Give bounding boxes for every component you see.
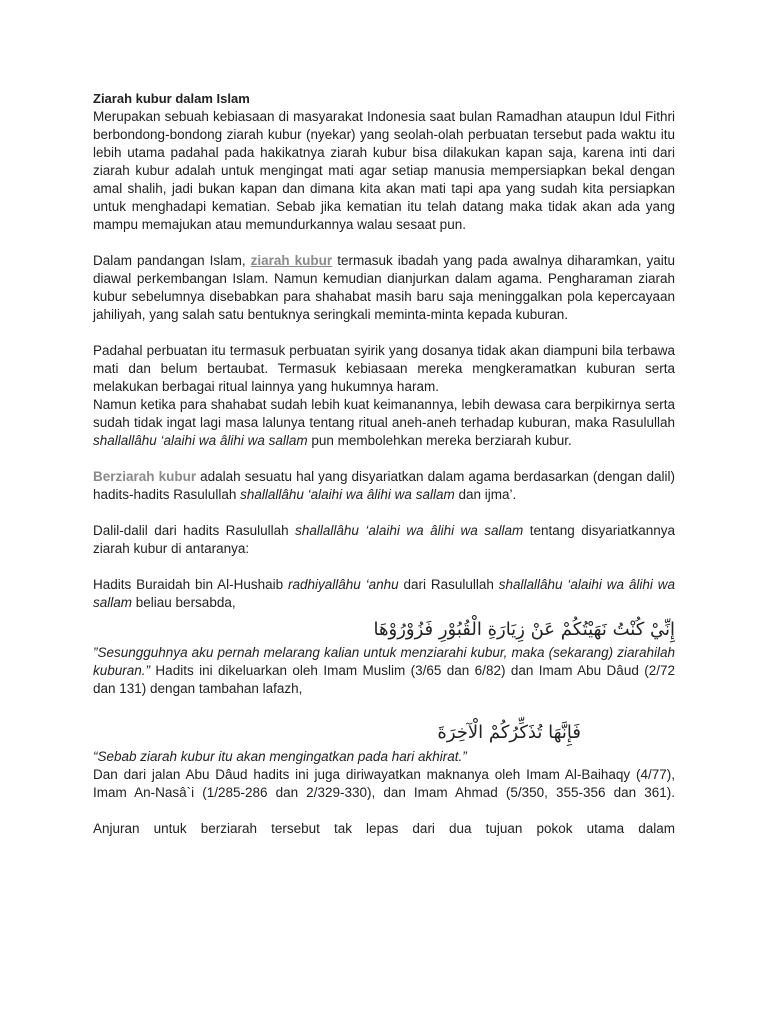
paragraph-translation-2 bbox=[93, 748, 675, 766]
text: Hadits Buraidah bin Al-Hushaib bbox=[93, 577, 288, 592]
salawat-text: shallallâhu ‘alaihi wa âlihi wa sallam bbox=[240, 487, 455, 502]
paragraph-intro: Merupakan sebuah kebiasaan di masyarakat Indonesia saat bulan Ramadhan ataupun Idul Fithri berbondong-bondong ziarah kubur (nyekar) yang seolah-olah perbuatan tersebut pada waktu itu lebih utama padahal pada hakikatnya ziarah kubur bisa dilakukan kapan saja, karena inti dari ziarah kubur adalah untuk mengingat mati agar setiap manusia mempersiapkan bekal dengan amal shalih, jadi bukan kapan dan dimana kita akan mati tapi apa yang sudah kita persiapkan untuk menghadapi kematian. Sebab jika kematian itu telah datang maka tidak akan ada yang mampu memajukan atau memundurkannya walau sesaat pun. bbox=[93, 109, 675, 232]
salawat-text: shallallâhu ‘alaihi wa âlihi wa sallam bbox=[93, 577, 675, 610]
berziarah-kubur-link[interactable]: Berziarah kubur bbox=[93, 469, 197, 484]
document-title: Ziarah kubur dalam Islam bbox=[93, 91, 250, 106]
text: dan ijma’. bbox=[454, 487, 517, 502]
radhiyallahu-text: radhiyallâhu ‘anhu bbox=[287, 577, 399, 592]
paragraph-shahabat bbox=[93, 396, 675, 450]
text: Hadits ini dikeluarkan oleh Imam Muslim (3/65 dan 6/82) dan Imam Abu Dâud (2/72 dan 131) dengan tambahan lafazh, bbox=[93, 663, 675, 696]
text: Namun ketika para shahabat sudah lebih kuat keimanannya, lebih dewasa cara berpikirnya serta sudah tidak ingat lagi masa lalunya tentang ritual aneh-aneh terhadap kuburan, maka Rasulullah bbox=[93, 397, 675, 430]
paragraph-translation-1 bbox=[93, 644, 675, 698]
salawat-text: shallallâhu ‘alaihi wa âlihi wa sallam bbox=[295, 523, 524, 538]
salawat-text: shallallâhu ‘alaihi wa âlihi wa sallam bbox=[93, 433, 308, 448]
arabic-hadith-2: فَإِنَّهَا تُذَكِّرُكُمْ الْآخِرَةَ bbox=[437, 722, 581, 743]
text: beliau bersabda, bbox=[132, 595, 236, 610]
arabic-hadith-1: إِنِّيْ كُنْتُ نَهَيْتُكُمْ عَنْ زِيَارَةِ الْقُبُوْرِ فَزُوْرُوْهَا bbox=[373, 619, 675, 640]
text: dari Rasulullah bbox=[398, 577, 499, 592]
paragraph-pandangan bbox=[93, 252, 675, 324]
text: tentang disyariatkannya ziarah kubur di antaranya: bbox=[93, 523, 675, 556]
hadith-translation: “Sebab ziarah kubur itu akan mengingatkan pada hari akhirat.” bbox=[93, 749, 467, 764]
document-page bbox=[93, 90, 675, 838]
text: pun membolehkan mereka berziarah kubur. bbox=[307, 433, 572, 448]
paragraph-syirik: Padahal perbuatan itu termasuk perbuatan syirik yang dosanya tidak akan diampuni bila terbawa mati dan belum bertaubat. Termasuk kebiasaan mereka mengkeramatkan kuburan serta melakukan berbagai ritual lainnya yang hukumnya haram. bbox=[93, 343, 675, 394]
paragraph-riwayat: Dan dari jalan Abu Dâud hadits ini juga diriwayatkan maknanya oleh Imam Al-Baihaqy (4/77), Imam An-Nasâ`i (1/285-286 dan 2/329-330), dan Imam Ahmad (5/350, 355-356 dan 361). bbox=[93, 767, 675, 800]
text: Dalil-dalil dari hadits Rasulullah bbox=[93, 523, 296, 538]
paragraph-berziarah bbox=[93, 468, 675, 504]
text: termasuk ibadah yang pada awalnya diharamkan, yaitu diawal perkembangan Islam. Namun kemudian dianjurkan dalam agama. Pengharaman ziarah kubur sebelumnya disebabkan para shahabat masih baru saja meninggalkan pola kepercayaan jahiliyah, yang salah satu bentuknya seringkali meminta-minta kepada kuburan. bbox=[93, 253, 675, 322]
hadith-translation: ”Sesungguhnya aku pernah melarang kalian untuk menziarahi kubur, maka (sekarang) ziarahilah kuburan.” bbox=[93, 645, 675, 678]
ziarah-kubur-link[interactable]: ziarah kubur bbox=[250, 253, 333, 268]
text: Dalam pandangan Islam, bbox=[93, 253, 251, 268]
text: adalah sesuatu hal yang disyariatkan dalam agama berdasarkan (dengan dalil) hadits-hadits Rasulullah bbox=[93, 469, 675, 502]
paragraph-dalil bbox=[93, 522, 675, 558]
paragraph-anjuran: Anjuran untuk berziarah tersebut tak lepas dari dua tujuan pokok utama dalam bbox=[93, 821, 675, 836]
paragraph-hadits-buraidah bbox=[93, 576, 675, 612]
